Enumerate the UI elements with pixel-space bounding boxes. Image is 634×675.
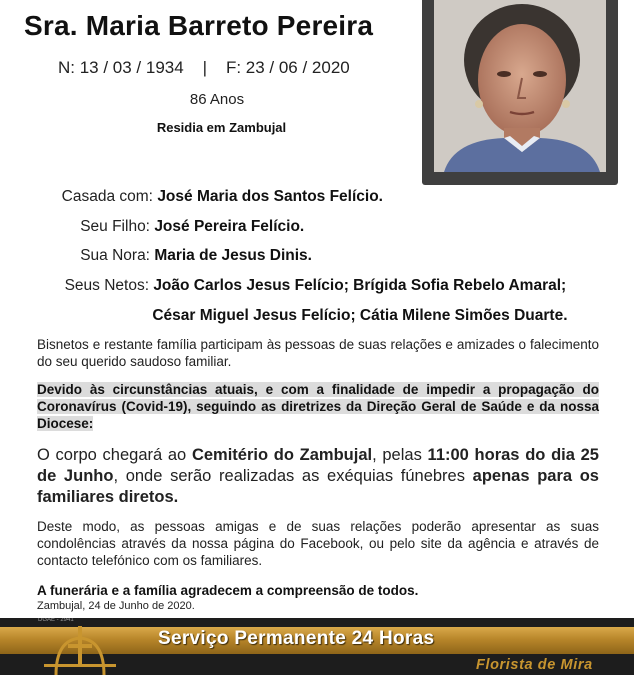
place-date: Zambujal, 24 de Junho de 2020. (37, 600, 195, 612)
relative-son (0, 218, 634, 236)
daughter-in-law-name: Maria de Jesus Dinis. (154, 247, 312, 264)
residence: Residia em Zambujal (156, 120, 287, 135)
date-separator: | (202, 58, 208, 77)
funeral-time: 11:00 horas do dia 25 de Junho (37, 446, 599, 485)
funeral-paragraph (37, 445, 599, 508)
cross-logo-icon (44, 626, 116, 675)
covid-notice: Devido às circunstâncias atuais, e com a finalidade de impedir a propagação do Coronavírus (Covid-19), seguindo as diretrizes da Direção Geral de Saúde e da nossa Diocese: (37, 382, 599, 431)
dates-line (58, 58, 350, 78)
spouse-label: Casada com: (61, 188, 153, 205)
relative-spouse (0, 188, 634, 206)
florist-name: Florista de Mira (476, 657, 593, 673)
grandchildren-line-2: César Miguel Jesus Felício; Cátia Milene Simões Duarte. (152, 307, 568, 324)
covid-notice-paragraph (37, 381, 599, 432)
funeral-place: Cemitério do Zambujal (191, 446, 373, 464)
age: 86 Anos (189, 91, 245, 108)
thanks: A funerária e a família agradecem a compreensão de todos. (37, 583, 419, 598)
relative-grandchildren-cont (0, 307, 634, 325)
grandchildren-label: Seus Netos: (64, 277, 149, 294)
funeral-text-3: , onde serão realizadas as exéquias fúnebres (113, 467, 473, 485)
son-label: Seu Filho: (80, 218, 150, 235)
relative-daughter-in-law (0, 247, 634, 265)
daughter-in-law-label: Sua Nora: (80, 247, 150, 264)
announcement-paragraph: Bisnetos e restante família participam às pessoas de suas relações e amizades o falecimento do seu querido saudoso familiar. (37, 337, 599, 369)
condolences-paragraph: Deste modo, as pessoas amigas e de suas relações poderão apresentar as suas condolências através da nossa página do Facebook, ou pelo site da agência e através de contacto telefónico com os familiares. (37, 519, 599, 568)
spouse-name: José Maria dos Santos Felício. (157, 188, 383, 205)
funeral-text-1: O corpo chegará ao (37, 446, 192, 464)
deceased-name: Sra. Maria Barreto Pereira (24, 10, 374, 41)
portrait-photo (434, 0, 606, 172)
license-number: DGAE - 2941 (38, 618, 74, 623)
grandchildren-line-1: João Carlos Jesus Felício; Brígida Sofia Rebelo Amaral; (153, 277, 567, 294)
relative-grandchildren (0, 277, 634, 295)
service-banner: Serviço Permanente 24 Horas (158, 628, 435, 649)
funeral-restriction: apenas para os familiares diretos. (37, 467, 599, 506)
death-date: F: 23 / 06 / 2020 (225, 58, 350, 77)
birth-date: N: 13 / 03 / 1934 (58, 58, 184, 77)
footer-band (0, 618, 634, 675)
portrait-frame (422, 0, 618, 185)
funeral-text-2: , pelas (372, 446, 428, 464)
son-name: José Pereira Felício. (154, 218, 305, 235)
